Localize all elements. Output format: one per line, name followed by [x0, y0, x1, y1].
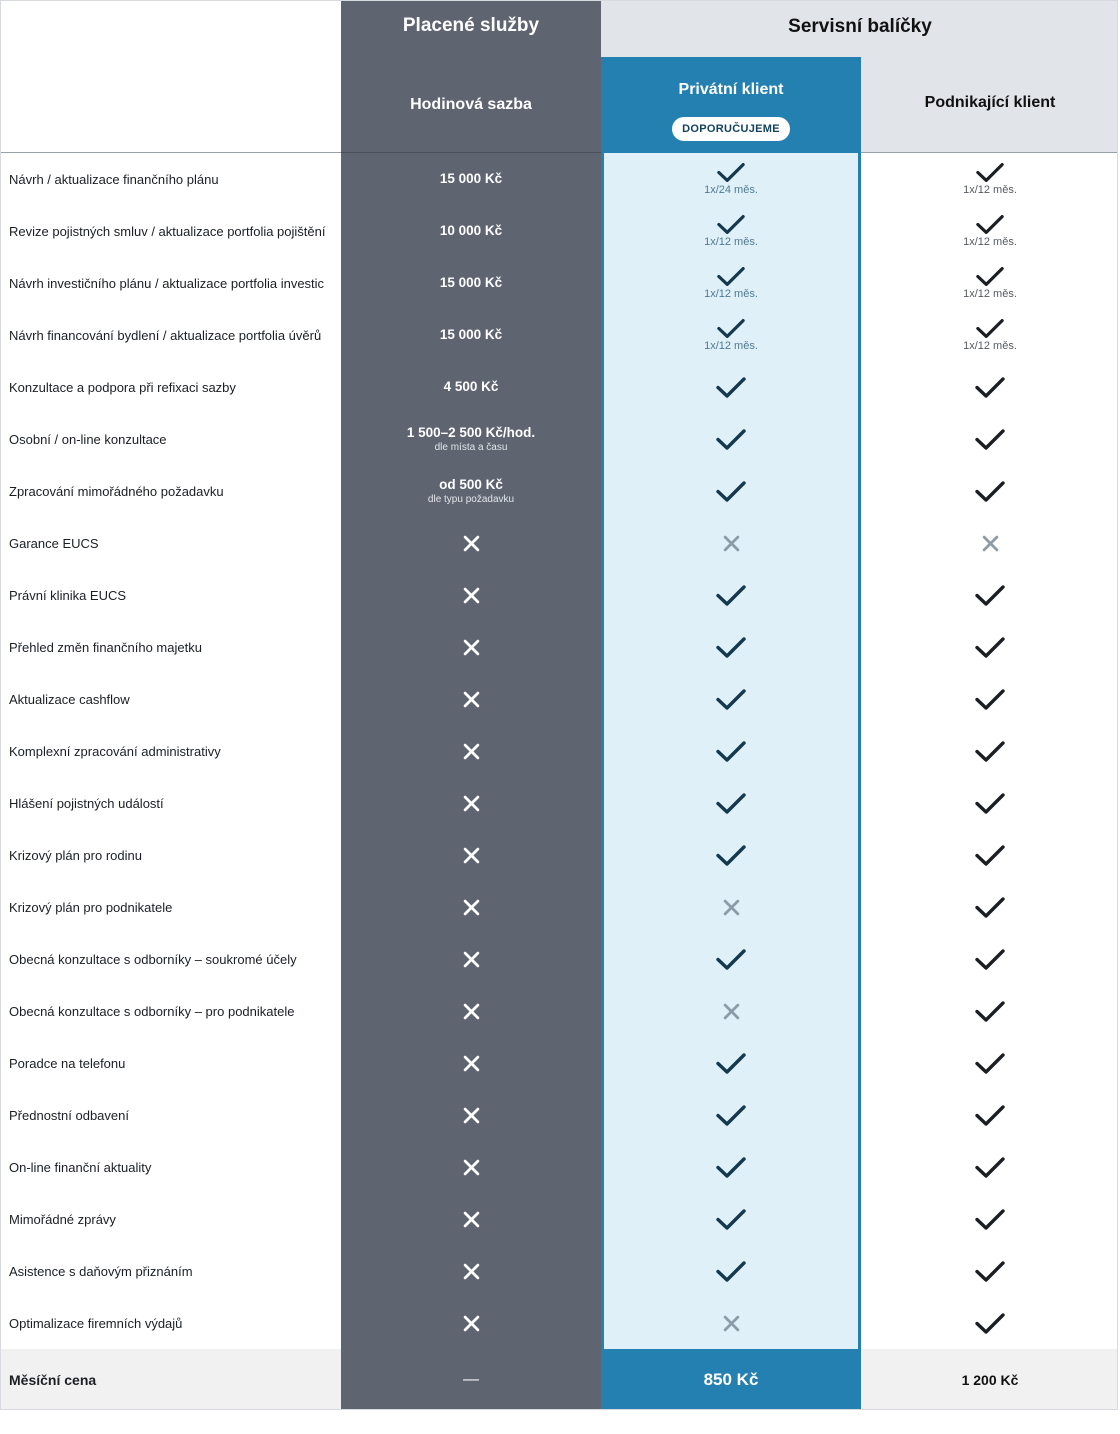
paid-group-title: Placené služby — [402, 15, 540, 36]
business-cell — [861, 777, 1118, 829]
paid-cell — [341, 413, 601, 465]
feature-label: Komplexní zpracování administrativy — [9, 743, 221, 759]
cross-icon — [463, 1315, 480, 1332]
check-icon — [716, 480, 746, 503]
cross-icon — [463, 691, 480, 708]
paid-cell — [341, 829, 601, 881]
table-row — [1, 829, 1118, 881]
check-icon — [975, 1312, 1005, 1335]
feature-label: Optimalizace firemních výdajů — [9, 1315, 183, 1331]
feature-label: Právní klinika EUCS — [9, 587, 127, 603]
check-icon — [975, 1052, 1005, 1075]
check-icon — [717, 318, 745, 339]
monthly-price-private: 850 Kč — [601, 1349, 861, 1410]
private-cell — [601, 777, 861, 829]
paid-cell — [341, 1037, 601, 1089]
business-cell — [861, 985, 1118, 1037]
paid-cell — [341, 881, 601, 933]
business-cell — [861, 205, 1118, 257]
private-cell — [601, 205, 861, 257]
cross-icon — [723, 1315, 740, 1332]
cross-icon — [463, 1159, 480, 1176]
feature-label: Revize pojistných smluv / aktualizace portfolia pojištění — [9, 223, 326, 239]
paid-cell — [341, 569, 601, 621]
feature-label: Návrh financování bydlení / aktualizace portfolia úvěrů — [9, 327, 322, 343]
feature-label: Obecná konzultace s odborníky – pro podnikatele — [9, 1003, 295, 1019]
business-cell — [861, 829, 1118, 881]
private-cell — [601, 673, 861, 725]
feature-label: On-line finanční aktuality — [9, 1159, 152, 1175]
check-icon — [975, 1104, 1005, 1127]
business-cell — [861, 465, 1118, 517]
table-row — [1, 621, 1118, 673]
check-icon — [716, 636, 746, 659]
business-cell — [861, 153, 1118, 205]
cross-icon — [723, 535, 740, 552]
frequency-note: 1x/12 měs. — [963, 340, 1017, 352]
service-group-title: Servisní balíčky — [788, 16, 932, 37]
paid-cell — [341, 985, 601, 1037]
business-cell — [861, 933, 1118, 985]
hourly-price: 15 000 Kč — [439, 171, 503, 186]
feature-label: Osobní / on-line konzultace — [9, 431, 167, 447]
check-icon — [717, 266, 745, 287]
table-row — [1, 1141, 1118, 1193]
check-icon — [975, 948, 1005, 971]
check-icon — [975, 480, 1005, 503]
check-icon — [716, 1156, 746, 1179]
table-row — [1, 1245, 1118, 1297]
check-icon — [716, 948, 746, 971]
frequency-note: 1x/12 měs. — [704, 236, 758, 248]
private-cell — [601, 569, 861, 621]
business-cell — [861, 517, 1118, 569]
private-cell — [601, 1089, 861, 1141]
business-cell — [861, 257, 1118, 309]
table-row — [1, 777, 1118, 829]
table-row — [1, 673, 1118, 725]
feature-label: Mimořádné zprávy — [9, 1211, 116, 1227]
business-cell — [861, 673, 1118, 725]
table-row — [1, 153, 1118, 205]
check-icon — [717, 214, 745, 235]
table-row — [1, 1089, 1118, 1141]
feature-label: Poradce na telefonu — [9, 1055, 126, 1071]
feature-label: Obecná konzultace s odborníky – soukromé účely — [9, 951, 297, 967]
cross-icon — [463, 587, 480, 604]
monthly-price-label: Měsíční cena — [1, 1349, 341, 1410]
check-icon — [716, 376, 746, 399]
paid-cell — [341, 621, 601, 673]
frequency-note: 1x/12 měs. — [963, 184, 1017, 196]
cross-icon — [463, 1263, 480, 1280]
paid-cell — [341, 257, 601, 309]
check-icon — [975, 636, 1005, 659]
cross-icon — [463, 639, 480, 656]
paid-cell — [341, 153, 601, 205]
feature-rows — [1, 153, 1118, 1349]
private-cell — [601, 725, 861, 777]
check-icon — [976, 318, 1004, 339]
table-row — [1, 517, 1118, 569]
feature-label: Návrh investičního plánu / aktualizace portfolia investic — [9, 275, 325, 291]
monthly-price-business: 1 200 Kč — [861, 1349, 1118, 1410]
business-cell — [861, 881, 1118, 933]
check-icon — [716, 584, 746, 607]
price-note: dle typu požadavku — [427, 493, 515, 505]
cross-icon — [982, 535, 999, 552]
private-cell — [601, 257, 861, 309]
paid-column-title: Hodinová sazba — [410, 96, 532, 113]
feature-label: Krizový plán pro podnikatele — [9, 899, 173, 915]
business-cell — [861, 1297, 1118, 1349]
check-icon — [975, 1156, 1005, 1179]
private-cell — [601, 361, 861, 413]
business-cell — [861, 569, 1118, 621]
check-icon — [716, 1052, 746, 1075]
header-paid-services — [341, 1, 601, 153]
feature-label: Konzultace a podpora při refixaci sazby — [9, 379, 236, 395]
paid-cell — [341, 517, 601, 569]
feature-label: Asistence s daňovým přiznáním — [9, 1263, 193, 1279]
paid-cell — [341, 1245, 601, 1297]
private-cell — [601, 309, 861, 361]
private-cell — [601, 985, 861, 1037]
private-cell — [601, 621, 861, 673]
business-cell — [861, 1141, 1118, 1193]
frequency-note: 1x/12 měs. — [963, 288, 1017, 300]
business-cell — [861, 361, 1118, 413]
feature-label: Návrh / aktualizace finančního plánu — [9, 171, 219, 187]
paid-cell — [341, 1193, 601, 1245]
paid-cell — [341, 1297, 601, 1349]
table-row — [1, 205, 1118, 257]
private-cell — [601, 1037, 861, 1089]
table-row — [1, 1297, 1118, 1349]
hourly-price: 15 000 Kč — [439, 327, 503, 342]
business-cell — [861, 725, 1118, 777]
table-row — [1, 257, 1118, 309]
check-icon — [716, 740, 746, 763]
check-icon — [975, 376, 1005, 399]
table-row — [1, 933, 1118, 985]
feature-label: Zpracování mimořádného požadavku — [9, 483, 224, 499]
business-column-title: Podnikající klient — [924, 94, 1056, 111]
private-cell — [601, 829, 861, 881]
paid-cell — [341, 465, 601, 517]
paid-cell — [341, 361, 601, 413]
check-icon — [975, 1208, 1005, 1231]
check-icon — [716, 844, 746, 867]
check-icon — [975, 688, 1005, 711]
header-service-packages — [601, 1, 1118, 153]
cross-icon — [463, 899, 480, 916]
cross-icon — [463, 795, 480, 812]
cross-icon — [723, 899, 740, 916]
hourly-price: od 500 Kč — [439, 476, 503, 492]
private-column-title: Privátní klient — [678, 81, 784, 98]
frequency-note: 1x/12 měs. — [963, 236, 1017, 248]
paid-cell — [341, 673, 601, 725]
paid-cell — [341, 1141, 601, 1193]
hourly-price: 1 500–2 500 Kč/hod. — [406, 424, 536, 440]
table-row — [1, 725, 1118, 777]
feature-label: Garance EUCS — [9, 535, 99, 551]
table-row — [1, 413, 1118, 465]
check-icon — [975, 584, 1005, 607]
frequency-note: 1x/12 měs. — [704, 340, 758, 352]
private-cell — [601, 465, 861, 517]
business-cell — [861, 621, 1118, 673]
cross-icon — [463, 743, 480, 760]
check-icon — [716, 1104, 746, 1127]
paid-cell — [341, 309, 601, 361]
paid-cell — [341, 725, 601, 777]
cross-icon — [463, 847, 480, 864]
feature-label: Přehled změn finančního majetku — [9, 639, 202, 655]
check-icon — [975, 740, 1005, 763]
private-cell — [601, 1193, 861, 1245]
table-row — [1, 465, 1118, 517]
frequency-note: 1x/12 měs. — [704, 288, 758, 300]
table-row — [1, 361, 1118, 413]
private-cell — [601, 1245, 861, 1297]
check-icon — [975, 428, 1005, 451]
table-row — [1, 985, 1118, 1037]
monthly-price-paid: — — [341, 1349, 601, 1410]
private-cell — [601, 153, 861, 205]
frequency-note: 1x/24 měs. — [704, 184, 758, 196]
private-cell — [601, 517, 861, 569]
check-icon — [975, 792, 1005, 815]
paid-cell — [341, 1089, 601, 1141]
check-icon — [975, 1000, 1005, 1023]
check-icon — [975, 1260, 1005, 1283]
private-cell — [601, 1141, 861, 1193]
check-icon — [716, 1208, 746, 1231]
private-cell — [601, 413, 861, 465]
monthly-price-row — [1, 1349, 1118, 1410]
cross-icon — [463, 951, 480, 968]
check-icon — [975, 844, 1005, 867]
table-row — [1, 309, 1118, 361]
feature-label: Krizový plán pro rodinu — [9, 847, 142, 863]
check-icon — [716, 688, 746, 711]
check-icon — [716, 1260, 746, 1283]
cross-icon — [723, 1003, 740, 1020]
recommended-badge: DOPORUČUJEME — [672, 117, 790, 141]
table-row — [1, 569, 1118, 621]
business-cell — [861, 413, 1118, 465]
check-icon — [975, 896, 1005, 919]
feature-label: Přednostní odbavení — [9, 1107, 129, 1123]
hourly-price: 15 000 Kč — [439, 275, 503, 290]
header-blank-cell — [1, 1, 341, 153]
check-icon — [716, 428, 746, 451]
check-icon — [717, 162, 745, 183]
header-business-client[interactable] — [861, 57, 1118, 153]
cross-icon — [463, 1107, 480, 1124]
business-cell — [861, 1037, 1118, 1089]
hourly-price: 4 500 Kč — [443, 379, 499, 394]
cross-icon — [463, 1211, 480, 1228]
paid-cell — [341, 205, 601, 257]
business-cell — [861, 1193, 1118, 1245]
check-icon — [716, 792, 746, 815]
cross-icon — [463, 1003, 480, 1020]
private-cell — [601, 881, 861, 933]
private-cell — [601, 1297, 861, 1349]
header-private-client[interactable] — [601, 57, 861, 153]
check-icon — [976, 214, 1004, 235]
business-cell — [861, 309, 1118, 361]
business-cell — [861, 1089, 1118, 1141]
table-row — [1, 1037, 1118, 1089]
hourly-price: 10 000 Kč — [439, 223, 503, 238]
check-icon — [976, 162, 1004, 183]
check-icon — [976, 266, 1004, 287]
feature-label: Hlášení pojistných událostí — [9, 795, 164, 811]
table-row — [1, 881, 1118, 933]
cross-icon — [463, 1055, 480, 1072]
paid-cell — [341, 933, 601, 985]
private-cell — [601, 933, 861, 985]
feature-label: Aktualizace cashflow — [9, 691, 130, 707]
table-row — [1, 1193, 1118, 1245]
business-cell — [861, 1245, 1118, 1297]
price-note: dle místa a času — [434, 441, 508, 453]
paid-cell — [341, 777, 601, 829]
cross-icon — [463, 535, 480, 552]
